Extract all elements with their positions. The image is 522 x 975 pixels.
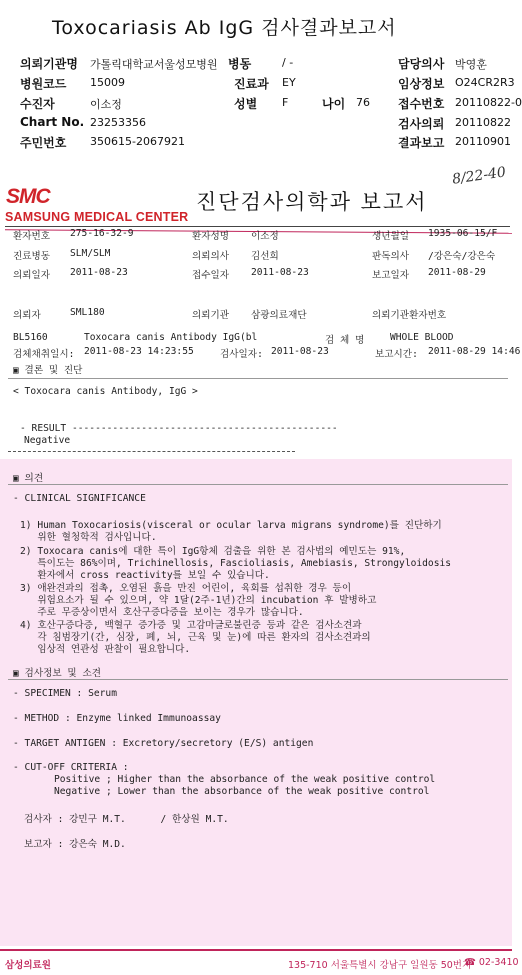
label-req-institution: 의뢰기관 xyxy=(192,310,230,321)
value-report-time: 2011-08-29 14:46 xyxy=(428,346,521,357)
result-value: Negative xyxy=(24,435,71,446)
value-chart-no: 23253356 xyxy=(90,116,146,129)
label-ward-2: 진료병동 xyxy=(13,251,51,262)
label-request-date-2: 의뢰일자 xyxy=(13,270,51,281)
label-birthdate: 생년월일 xyxy=(372,231,410,242)
value-req-doctor: 김선희 xyxy=(251,251,279,262)
value-receipt-date: 2011-08-23 xyxy=(251,267,309,278)
clinical-line: 임상적 연관성 판찰이 필요합니다. xyxy=(20,644,191,655)
info-heading: ▣ 검사정보 및 소견 xyxy=(13,668,101,679)
smc-logo: SMC xyxy=(6,185,50,208)
label-ward: 병동 xyxy=(228,57,252,71)
divider xyxy=(8,679,508,680)
label-age: 나이 xyxy=(322,97,346,111)
value-sex: F xyxy=(282,96,289,109)
footer-phone: ☎ 02-3410 xyxy=(464,957,519,968)
clinical-heading: - CLINICAL SIGNIFICANCE xyxy=(13,493,146,504)
smc-logo-name: SAMSUNG MEDICAL CENTER xyxy=(5,210,189,224)
value-reading-doctor: /강은숙/강은숙 xyxy=(428,251,496,262)
cutoff-line: - CUT-OFF CRITERIA : xyxy=(13,762,129,773)
value-requester: SML180 xyxy=(70,307,105,318)
handwritten-note: 8/22-40 xyxy=(451,164,507,188)
value-specimen-name: WHOLE BLOOD xyxy=(390,332,454,343)
clinical-line: 1) Human Toxocariosis(visceral or ocular larva migrans syndrome)를 진단하기 xyxy=(20,520,442,531)
value-patient-name: 이소정 xyxy=(251,231,279,242)
value-request-date-2: 2011-08-23 xyxy=(70,267,128,278)
value-doctor: 박영훈 xyxy=(455,58,487,71)
value-institution: 가톨릭대학교서울성모병원 xyxy=(90,58,218,71)
footer-brand: 삼성의료원 xyxy=(5,960,51,971)
negative-criteria: Negative ; Lower than the absorbance of the weak positive control xyxy=(54,786,430,797)
value-ward: / - xyxy=(282,56,294,69)
dashed-divider xyxy=(8,451,295,452)
value-department: EY xyxy=(282,76,296,89)
divider xyxy=(8,378,508,379)
label-chart-no: Chart No. xyxy=(20,115,85,129)
label-resident-no: 주민번호 xyxy=(20,136,67,150)
value-ward-2: SLM/SLM xyxy=(70,248,111,259)
specimen-line: - SPECIMEN : Serum xyxy=(13,688,117,699)
label-institution: 의뢰기관명 xyxy=(20,57,78,71)
result-section-heading: ▣ 결론 및 진단 xyxy=(13,365,83,376)
result-label: - RESULT ---------------------------------------------- xyxy=(20,423,338,434)
label-receipt-date: 접수일자 xyxy=(192,270,230,281)
value-hospital-code: 15009 xyxy=(90,76,125,89)
label-patient-name: 환자성명 xyxy=(192,231,230,242)
value-receipt-no: 20110822-0 xyxy=(455,96,522,109)
clinical-line: 2) Toxocara canis에 대한 특이 IgG항체 검출을 위한 본 검사법의 예민도는 91%, xyxy=(20,546,406,557)
clinical-line: 위험요소가 될 수 있으며, 약 1달(2주-1년)간의 incubation 후 발병하고 xyxy=(20,595,377,606)
value-age: 76 xyxy=(356,96,370,109)
opinion-heading: ▣ 의견 xyxy=(13,473,44,484)
reporter-line: 보고자 : 강은숙 M.D. xyxy=(24,839,126,850)
value-patient: 이소정 xyxy=(90,98,122,111)
label-reading-doctor: 판독의사 xyxy=(372,251,410,262)
value-result-report: 20110901 xyxy=(455,135,511,148)
label-patient-number: 환자번호 xyxy=(13,231,51,242)
tester-line: 검사자 : 강민구 M.T. / 한상원 M.T. xyxy=(24,814,229,825)
clinical-line: 4) 호산구증다증, 백혈구 증가증 및 고감마글로불린증 등과 같은 검사소견과 xyxy=(20,620,362,631)
value-request-date: 20110822 xyxy=(455,116,511,129)
antigen-line: - TARGET ANTIGEN : Excretory/secretory (E/S) antigen xyxy=(13,738,314,749)
label-request-date: 검사의뢰 xyxy=(398,117,445,131)
test-code: BL5160 xyxy=(13,332,48,343)
report-title: 진단검사의학과 보고서 xyxy=(196,190,428,214)
title-rule xyxy=(5,226,510,227)
label-receipt-no: 접수번호 xyxy=(398,97,445,111)
label-report-date: 보고일자 xyxy=(372,270,410,281)
label-requester: 의뢰자 xyxy=(13,310,41,321)
value-exam-date: 2011-08-23 xyxy=(271,346,329,357)
value-req-institution: 삼광의료재단 xyxy=(251,310,307,321)
test-name: Toxocara canis Antibody IgG(bl xyxy=(84,332,258,343)
label-clinical-info: 임상정보 xyxy=(398,77,445,91)
method-line: - METHOD : Enzyme linked Immunoassay xyxy=(13,713,221,724)
label-result-report: 결과보고 xyxy=(398,136,445,150)
clinical-line: 각 침범장기(간, 심장, 폐, 뇌, 근육 및 눈)에 따른 환자의 검사소견과의 xyxy=(20,632,371,643)
label-collection-time: 검체채취일시: xyxy=(13,349,75,360)
footer-rule xyxy=(0,949,512,951)
value-collection-time: 2011-08-23 14:23:55 xyxy=(84,346,194,357)
footer-address: 135-710 서울특별시 강남구 일원동 50번지 xyxy=(288,960,472,971)
clinical-line: 주로 무증상이면서 호산구증다증을 보이는 경우가 많습니다. xyxy=(20,607,304,618)
label-doctor: 담당의사 xyxy=(398,57,445,71)
label-sex: 성별 xyxy=(234,97,258,111)
value-birthdate: 1935-06-15/F xyxy=(428,228,498,239)
label-exam-date: 검사일자: xyxy=(220,349,263,360)
label-report-time: 보고시간: xyxy=(375,349,418,360)
label-specimen-name: 검 체 명 xyxy=(325,335,365,346)
clinical-line: 위한 혈청학적 검사입니다. xyxy=(20,532,157,543)
label-department: 진료과 xyxy=(234,77,269,91)
divider xyxy=(8,484,508,485)
label-hospital-code: 병원코드 xyxy=(20,77,67,91)
value-patient-number: 275-16-32-9 xyxy=(70,228,134,239)
value-report-date: 2011-08-29 xyxy=(428,267,486,278)
label-req-doctor: 의뢰의사 xyxy=(192,251,230,262)
clinical-line: 특이도는 86%이며, Trichinellosis, Fascioliasis, Amebiasis, Strongyloidosis xyxy=(20,558,452,569)
value-clinical-info: O24CR2R3 xyxy=(455,76,515,89)
clinical-line: 3) 애완견과의 접촉, 오염된 흙을 만진 어린이, 육회를 섭취한 경우 등이 xyxy=(20,583,352,594)
clinical-line: 환자에서 cross reactivity를 보일 수 있습니다. xyxy=(20,570,270,581)
label-patient: 수진자 xyxy=(20,97,55,111)
document-title: Toxocariasis Ab IgG 검사결과보고서 xyxy=(52,17,397,39)
positive-criteria: Positive ; Higher than the absorbance of the weak positive control xyxy=(54,774,436,785)
value-resident-no: 350615-2067921 xyxy=(90,135,185,148)
label-inst-patient-no: 의뢰기관환자번호 xyxy=(372,310,447,321)
result-test-name: < Toxocara canis Antibody, IgG > xyxy=(13,386,198,397)
